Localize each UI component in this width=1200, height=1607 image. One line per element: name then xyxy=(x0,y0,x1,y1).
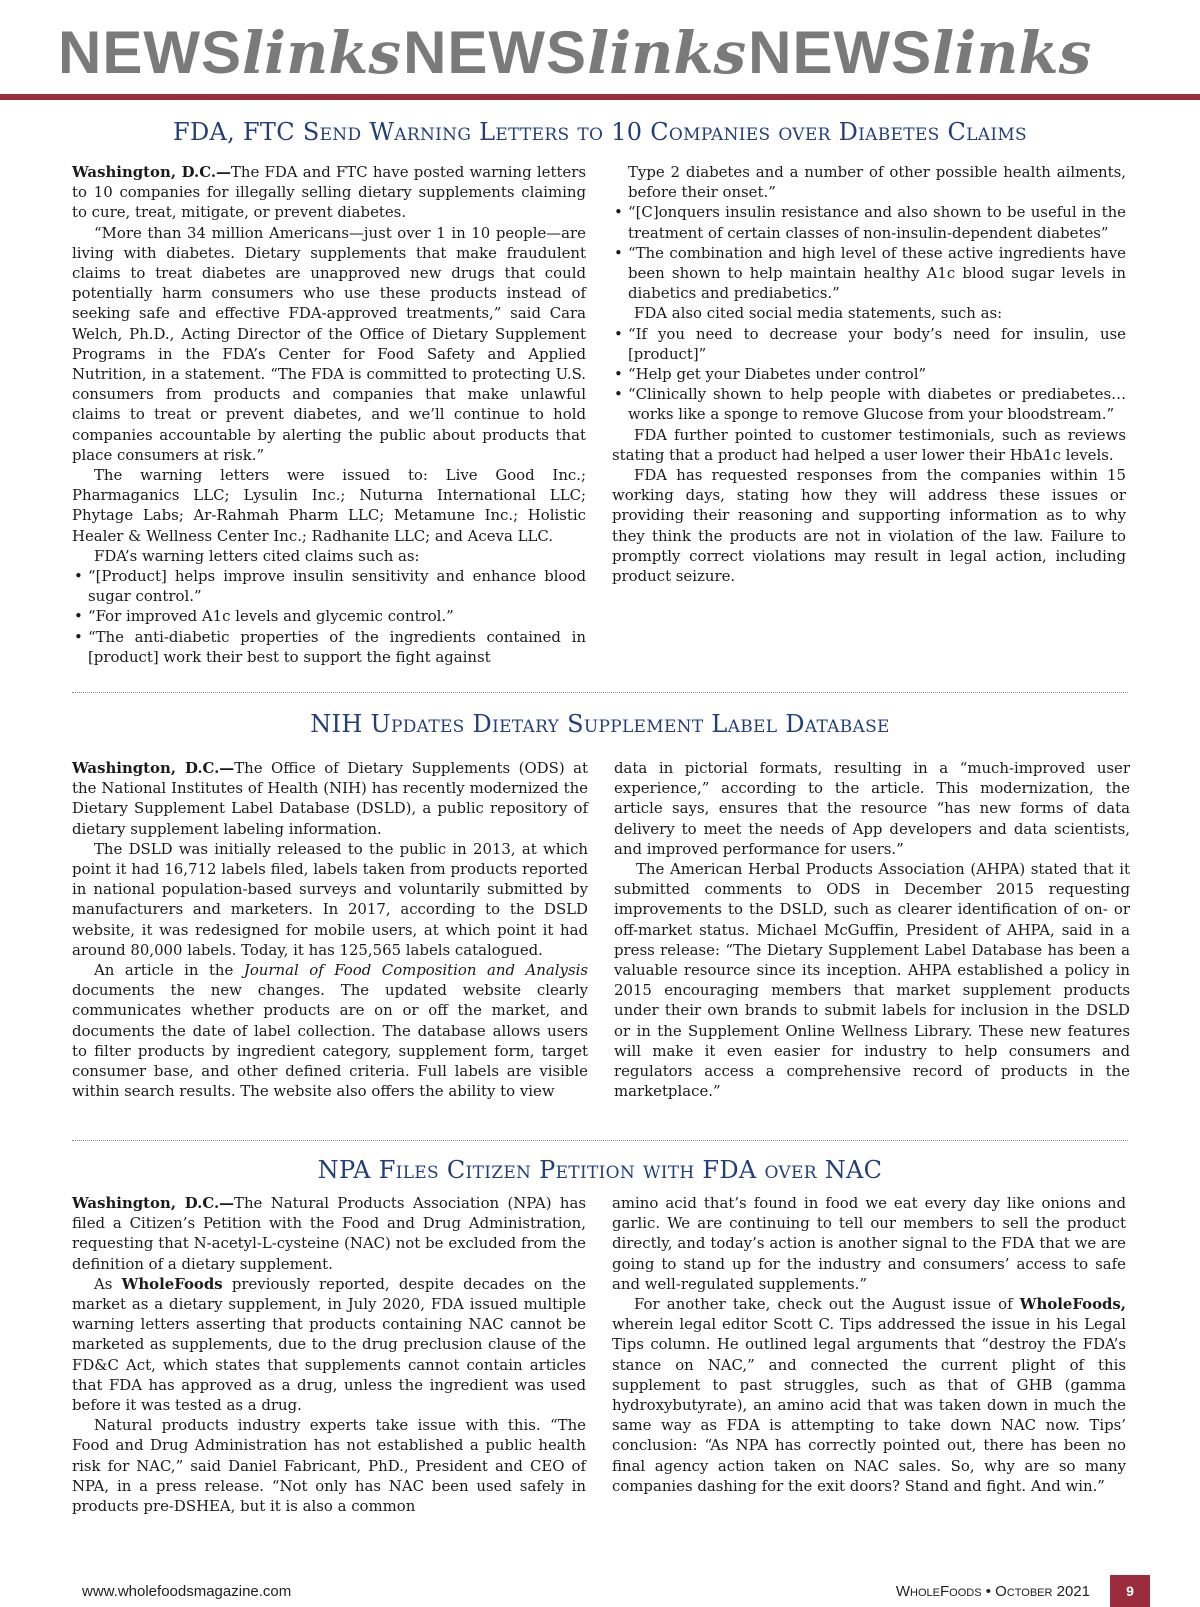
masthead-news: NEWS xyxy=(748,20,933,86)
article2-paragraph: An article in the Journal of Food Composition and Analysis documents the new changes. The updated website clearly communicates whether products are on or off the market, and documents the date of label collection. The database allows users to filter products by ingredient category, supplement form, target consumer base, and other defined criteria. Full labels are visible within search results. The website also offers the ability to view xyxy=(72,961,588,1101)
masthead-rule xyxy=(0,94,1200,100)
list-item: • “The anti-diabetic properties of the ingredients contained in [product] work their best to support the fight against xyxy=(72,627,586,667)
article1-paragraph: “More than 34 million Americans—just over 1 in 10 people—are living with diabetes. Dietary supplements that make fraudulent claims to treat diabetes are unapproved new drugs that could potentially harm consumers who use these products instead of seeking safe and effective FDA-approved treatments,” said Cara Welch, Ph.D., Acting Director of the Office of Dietary Supplement Programs in the FDA’s Center for Food Safety and Applied Nutrition, in a statement. “The FDA is committed to protecting U.S. consumers from products and companies that make unlawful claims to treat or prevent diabetes, and we’ll continue to hold companies accountable by alerting the public about products that place consumers at risk.” xyxy=(72,223,586,464)
article3-column-right xyxy=(612,1193,1126,1496)
article1-paragraph: FDA’s warning letters cited claims such as: xyxy=(94,546,420,565)
article2-paragraph-continued: data in pictorial formats, resulting in a “much-improved user experience,” according to the article. This modernization, the article says, ensures that the resource “has new forms of data delivery to meet the needs of App developers and data scientists, and improved performance for users.” xyxy=(614,759,1130,858)
masthead xyxy=(58,20,1158,86)
article2-paragraph: Washington, D.C.—The Office of Dietary Supplements (ODS) at the National Institutes of Health (NIH) has recently modernized the Dietary Supplement Label Database (DSLD), a public repository of dietary supplement labeling information. xyxy=(72,759,588,838)
list-item: • “The combination and high level of these active ingredients have been shown to help maintain healthy A1c blood sugar levels in diabetics and prediabetics.” xyxy=(612,243,1126,304)
dateline: Washington, D.C.— xyxy=(72,1194,235,1212)
masthead-news: NEWS xyxy=(58,20,242,86)
article2-headline: NIH Updates Dietary Supplement Label Database xyxy=(310,710,890,738)
article3-paragraph: For another take, check out the August issue of WholeFoods, wherein legal editor Scott C. Tips addressed the issue in his Legal Tips column. He outlined legal arguments that “destroy the FDA’s stance on NAC,” and connected the current plight of this supplement to past struggles, such as that of GHB (gamma hydroxybutyrate), an amino acid that was taken down in much the same way as FDA is attempting to take down NAC now. Tips’ conclusion: “As NPA has correctly pointed out, there has been no final agency action taken on NAC sales. So, why are so many companies dashing for the exit doors? Stand and fight. And win.” xyxy=(612,1295,1126,1495)
masthead-links: links xyxy=(587,20,747,86)
list-item-continued: Type 2 diabetes and a number of other possible health ailments, before their onset.” xyxy=(628,163,1126,202)
article2-paragraph: The DSLD was initially released to the public in 2013, at which point it had 16,712 labels filed, labels taken from products reported in national population-based surveys and voluntarily submitted by manufacturers and marketers. In 2017, according to the DSLD website, it was redesigned for mobile users, at which point it had around 80,000 labels. Today, it has 125,565 labels catalogued. xyxy=(72,839,588,959)
brand-name: WholeFoods, xyxy=(1019,1295,1126,1314)
article1-paragraph: FDA also cited social media statements, such as: xyxy=(634,304,1003,323)
article1-paragraph: FDA further pointed to customer testimonials, such as reviews stating that a product had helped a user lower their HbA1c levels. xyxy=(612,425,1126,464)
article2-paragraph: The American Herbal Products Association (AHPA) stated that it submitted comments to ODS in December 2015 requesting improvements to the DSLD, such as clearer identification of on- or off-market status. Michael McGuffin, President of AHPA, said in a press release: “The Dietary Supplement Label Database has been a valuable resource since its inception. AHPA established a policy in 2015 encouraging members that market supplement products under their own brands to submit labels for inclusion in the DSLD or in the Supplement Online Wellness Library. These new features will make it even easier for industry to help consumers and regulators access a comprehensive record of products in the marketplace.” xyxy=(614,860,1130,1101)
social-claims-list xyxy=(612,324,1126,425)
article3-paragraph: Washington, D.C.—The Natural Products Association (NPA) has filed a Citizen’s Petition with the Food and Drug Administration, requesting that N-acetyl-L-cysteine (NAC) not be excluded from the definition of a dietary supplement. xyxy=(72,1194,586,1273)
list-item: • “[Product] helps improve insulin sensitivity and enhance blood sugar control.” xyxy=(72,566,586,606)
footer-issue: WholeFoods • October 2021 xyxy=(895,1583,1090,1600)
masthead-news: NEWS xyxy=(403,20,588,86)
claims-list xyxy=(72,566,586,667)
list-item: • “[C]onquers insulin resistance and also shown to be useful in the treatment of certain classes of non-insulin-dependent diabetes” xyxy=(612,202,1126,242)
article3-paragraph: Natural products industry experts take issue with this. “The Food and Drug Administration has not established a public health risk for NAC,” said Daniel Fabricant, PhD., President and CEO of NPA, in a press release. “Not only has NAC been used safely in products pre-DSHEA, but it is also a common xyxy=(72,1416,586,1516)
article3-headline: NPA Files Citizen Petition with FDA over NAC xyxy=(317,1156,883,1184)
list-item: • “Help get your Diabetes under control” xyxy=(612,364,1126,384)
article1-column-left xyxy=(72,162,586,667)
page-number: 9 xyxy=(1110,1575,1150,1607)
list-item: • “For improved A1c levels and glycemic control.” xyxy=(72,606,586,626)
article1-headline: FDA, FTC Send Warning Letters to 10 Companies over Diabetes Claims xyxy=(173,118,1027,146)
article3-column-left xyxy=(72,1193,586,1516)
section-divider xyxy=(72,1140,1128,1141)
claims-list xyxy=(612,162,1126,303)
article2-column-left xyxy=(72,758,588,1101)
footer-url[interactable]: www.wholefoodsmagazine.com xyxy=(82,1583,292,1600)
article1-column-right xyxy=(612,162,1126,586)
article1-paragraph: The warning letters were issued to: Live Good Inc.; Pharmaganics LLC; Lysulin Inc.; Nuturna International LLC; Phytage Labs; Ar-Rahmah Pharm LLC; Metamune Inc.; Holistic Healer & Wellness Center Inc.; Radhanite LLC; and Aceva LLC. xyxy=(72,466,586,545)
dateline: Washington, D.C.— xyxy=(72,163,231,181)
masthead-links: links xyxy=(932,20,1092,86)
dateline: Washington, D.C.— xyxy=(72,759,235,777)
masthead-links: links xyxy=(242,20,402,86)
article2-column-right xyxy=(614,758,1130,1101)
journal-title: Journal of Food Composition and Analysis xyxy=(243,961,588,980)
section-divider xyxy=(72,692,1128,693)
article3-paragraph-continued: amino acid that’s found in food we eat every day like onions and garlic. We are continuing to tell our members to sell the product directly, and today’s action is another signal to the FDA that we are going to stand up for the industry and consumers’ access to safe and well-regulated supplements.” xyxy=(612,1194,1126,1293)
brand-name: WholeFoods xyxy=(121,1274,223,1293)
list-item: • “Clinically shown to help people with diabetes or prediabetes…works like a sponge to remove Glucose from your bloodstream.” xyxy=(612,384,1126,424)
article1-paragraph: Washington, D.C.—The FDA and FTC have posted warning letters to 10 companies for illegally selling dietary supplements claiming to cure, treat, mitigate, or prevent diabetes. xyxy=(72,163,587,222)
list-item: • “If you need to decrease your body’s need for insulin, use [product]” xyxy=(612,324,1126,364)
article1-paragraph: FDA has requested responses from the companies within 15 working days, stating how they will address these issues or providing their reasoning and supporting information as to why they think the products are not in violation of the law. Failure to promptly correct violations may result in legal action, including product seizure. xyxy=(612,466,1126,586)
article3-paragraph: As WholeFoods previously reported, despite decades on the market as a dietary supplement, in July 2020, FDA issued multiple warning letters asserting that products containing NAC cannot be marketed as supplements, due to the drug preclusion clause of the FD&C Act, which states that supplements cannot contain articles that FDA has approved as a drug, unless the ingredient was used before it was tested as a drug. xyxy=(72,1274,586,1415)
